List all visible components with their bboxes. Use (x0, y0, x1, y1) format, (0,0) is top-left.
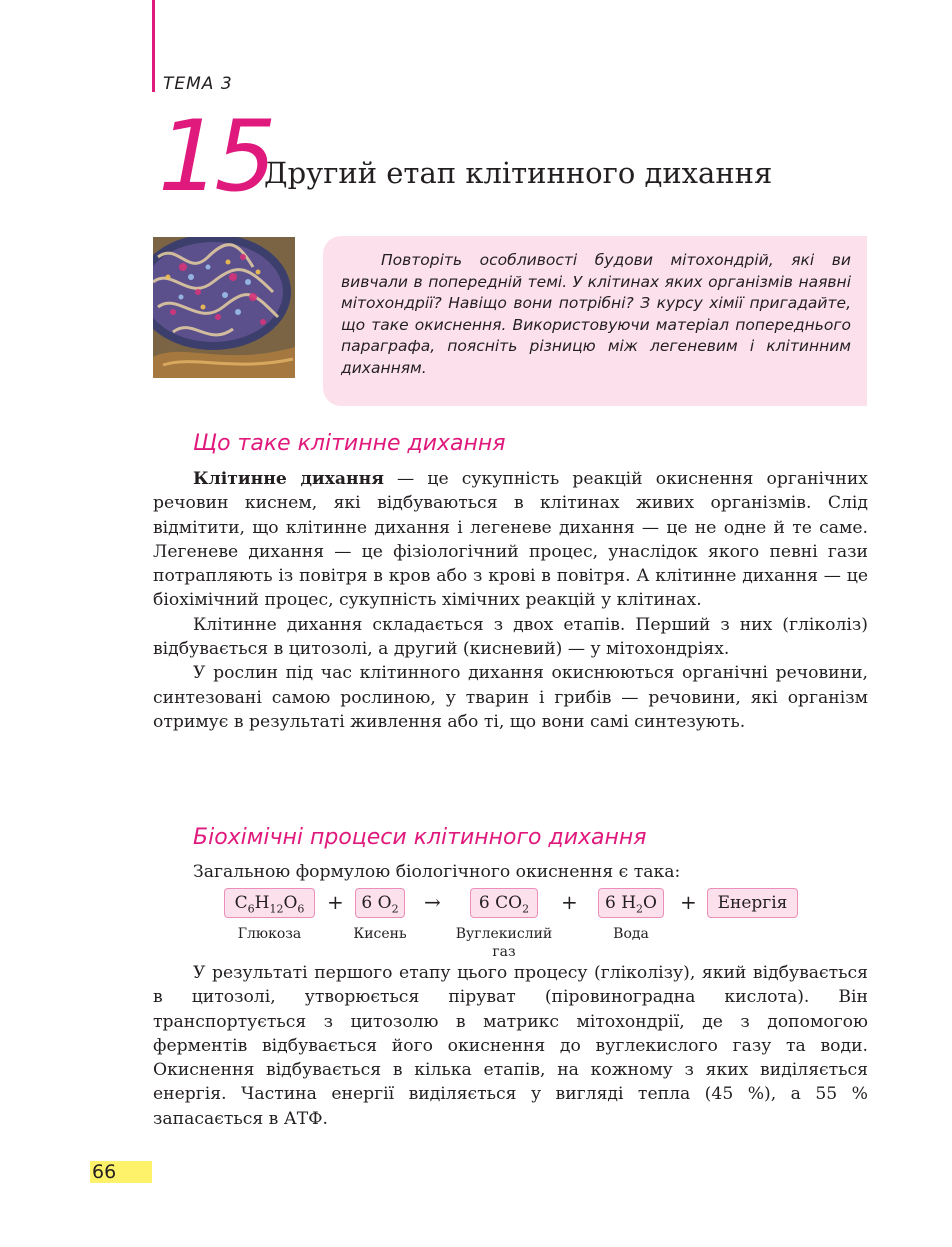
paragraph-1-text: — це сукупність реакцій окиснення органічних речовин киснем, які відбуваються в клітинах живих організмів. Слід відмітити, що клітинне дихання і легеневе дихання — це не одне й те саме. Легеневе дихання — це фізіологічний процес, унаслідок якого певні гази потрапляють із повітря в кров або з крові в повітря. А клітинне дихання — це біохімічний процес, сукупність хімічних реакцій у клітинах. (153, 469, 868, 611)
glucose-formula-box: $C_6H_{12}O_6$ (224, 888, 315, 918)
section-heading-cell-respiration: Що таке клітинне дихання (193, 431, 506, 456)
co2-formula-box: 6 $CO_2$ (470, 888, 538, 918)
caption-co2-line1: Вуглекислий (455, 926, 553, 942)
formula-intro-block (153, 860, 868, 884)
water-formula-box: 6 $H_2O$ (598, 888, 664, 918)
caption-co2-line2: газ (492, 944, 516, 960)
section1-body (153, 467, 868, 734)
caption-water: Вода (613, 926, 649, 942)
caption-co2 (444, 925, 564, 961)
chapter-title: Другий етап клітинного дихання (264, 156, 773, 190)
page-number: 66 (92, 1161, 117, 1183)
oxidation-formula (0, 888, 952, 922)
plus-sign: + (561, 890, 578, 914)
paragraph-3: У рослин під час клітинного дихання окиснюються органічні речовини, синтезовані самою рослиною, у тварин і грибів — речовини, які організм отримує в результаті живлення або ті, що вони самі синтезують. (153, 663, 868, 732)
header-accent-bar (152, 0, 155, 92)
plus-sign: + (680, 890, 697, 914)
topic-label: ТЕМА 3 (163, 74, 233, 94)
paragraph-1 (153, 467, 868, 613)
energy-box: Енергія (707, 888, 798, 918)
oxygen-formula-box: 6 $O_2$ (355, 888, 405, 918)
arrow-sign: → (424, 890, 441, 914)
intro-question-box (323, 236, 867, 406)
paragraph-4: У результаті першого етапу цього процесу (гліколізу), який відбувається в цитозолі, утворюється піруват (піровиноградна кислота). Він транспортується з цитозолю в матрикс мітохондрії, де з допомогою ферментів відбувається його окиснення до вуглекислого газу та води. Окиснення відбувається в кілька етапів, на кожному з яких виділяється енергія. Частина енергії виділяється у вигляді тепла (45 %), а 55 % запасається в АТФ. (153, 963, 868, 1129)
formula-intro: Загальною формулою біологічного окиснення є така: (193, 862, 681, 882)
paragraph-2: Клітинне дихання складається з двох етапів. Перший з них (гліколіз) відбувається в цитозолі, а другий (кисневий) — у мітохондріях. (153, 614, 868, 660)
section-heading-biochemical-processes: Біохімічні процеси клітинного дихання (193, 825, 647, 850)
page-number-tab (90, 1161, 152, 1183)
mitochondria-image (153, 237, 295, 378)
intro-text: Повторіть особливості будови мітохондрій, які ви вивчали в попередній темі. У клітинах яких організмів наявні мітохондрії? Навіщо вони потрібні? З курсу хімії пригадайте, що таке окиснення. Використовуючи матеріал попереднього параграфа, поясніть різницю між легеневим і клітинним диханням. (341, 251, 851, 377)
plus-sign: + (327, 890, 344, 914)
chapter-number: 15 (158, 100, 271, 214)
term-cell-respiration: Клітинне дихання (193, 469, 384, 489)
caption-glucose: Глюкоза (237, 926, 302, 942)
caption-oxygen: Кисень (353, 926, 407, 942)
section2-body (153, 961, 868, 1131)
